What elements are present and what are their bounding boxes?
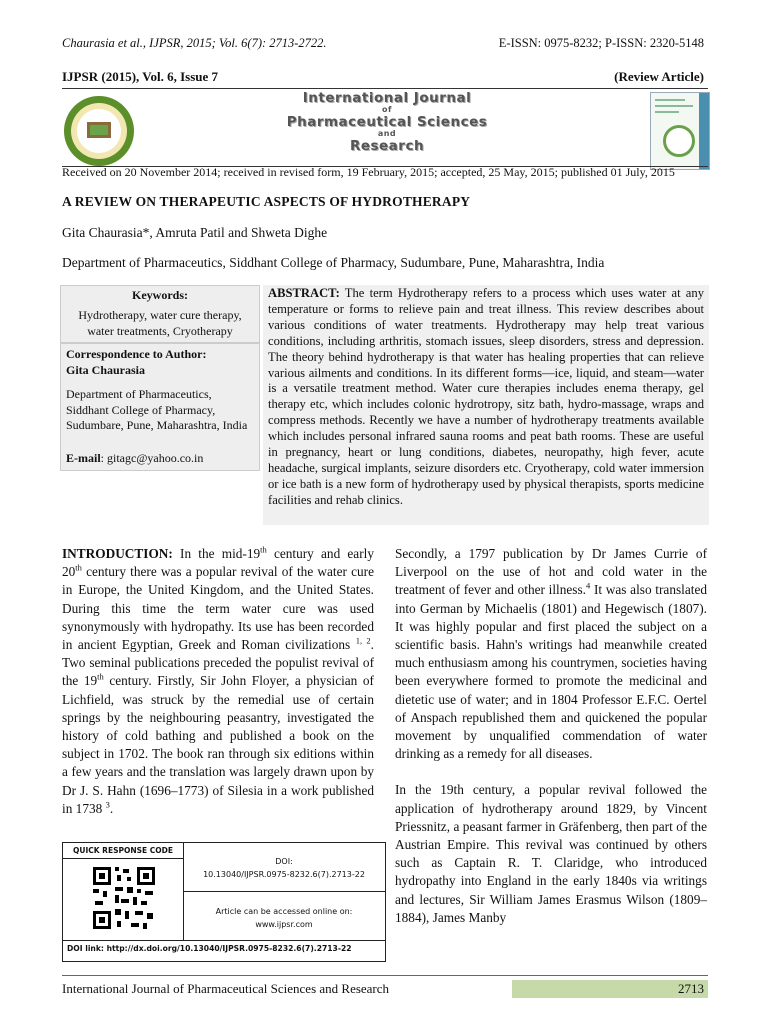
- keywords-line-1: Hydrotherapy, water cure therapy,: [78, 308, 242, 322]
- right-column: [395, 545, 707, 927]
- issn: E-ISSN: 0975-8232; P-ISSN: 2320-5148: [498, 36, 704, 50]
- email-address[interactable]: : gitagc@yahoo.co.in: [100, 450, 204, 465]
- keywords-box: [60, 285, 260, 343]
- affiliation: Department of Pharmaceutics, Siddhant College of Pharmacy, Sudumbare, Pune, Maharashtra, India: [62, 255, 605, 270]
- quick-response-box: [62, 842, 386, 962]
- authors: Gita Chaurasia*, Amruta Patil and Shweta Dighe: [62, 225, 328, 240]
- qr-heading: QUICK RESPONSE CODE: [63, 843, 184, 859]
- abstract-label: ABSTRACT:: [268, 286, 340, 300]
- access-info: [184, 905, 384, 931]
- issue-info: IJPSR (2015), Vol. 6, Issue 7: [62, 69, 219, 84]
- masthead-line-5: Research: [349, 138, 425, 154]
- correspondence-address-2: Siddhant College of Pharmacy,: [66, 402, 216, 417]
- correspondence-email-line: [66, 451, 254, 467]
- running-citation: Chaurasia et al., IJPSR, 2015; Vol. 6(7): 2713-2722.: [62, 36, 327, 50]
- article-title: A REVIEW ON THERAPEUTIC ASPECTS OF HYDROTHERAPY: [62, 194, 471, 209]
- correspondence-address-3: Sudumbare, Pune, Maharashtra, India: [66, 418, 248, 432]
- correspondence-address-1: Department of Pharmaceutics,: [66, 387, 212, 401]
- keywords-line-2: water treatments, Cryotherapy: [87, 324, 233, 338]
- masthead-line-3: Pharmaceutical Sciences: [286, 114, 488, 130]
- abstract-text: The term Hydrotherapy refers to a process which uses water at any temperature or forms to relieve pain and treat illness. This review describes about various conditions of water treatments. Hydrotherapy may help treat various conditions, including arthritis, stomach issues, sleep disorders, stress and depression. The theory behind hydrotherapy is that water has healing properties that can relieve various ailments and conditions. In its different forms—ice, liquid, and steam—water is a versatile treatment method. Water cure therapies includes enema therapy, gel therapy etc, which includes colonic hydrotropy, sitz bath, hydro-massage, wraps and compress methods. Recently we have a number of hydrotherapy treatments available which includes personal infrared sauna rooms and peat bath rooms. These are useful in pregnancy, heart or lung conditions, diabetes, neuropathy, high fever, acute headache, surgical implants, seizure disorders etc. Cryotherapy, cold water immersion or ice bath is a new form of hydrotherapy used by physical therapists, sports medicine facilities and rehab clinics.: [268, 286, 704, 507]
- citation-ref[interactable]: 1, 2: [355, 635, 371, 646]
- correspondence-box: [60, 343, 260, 471]
- masthead-line-2: of: [382, 105, 392, 114]
- journal-cover-thumbnail: [650, 92, 710, 170]
- page-number: 2713: [678, 981, 704, 996]
- doi-link[interactable]: DOI link: http://dx.doi.org/10.13040/IJPSR.0975-8232.6(7).2713-22: [67, 944, 352, 953]
- body-paragraph: In the 19th century, a popular revival followed the application of hydrotherapy around 1829, by Vincent Priessnitz, a peasant farmer in Gräfenberg, then part of the Austrian Empire. This revival was continued by others such as Captain R. T. Claridge, who introduced hydropathy into England in the early 1840s via writings and lectures, Sir William James Erasmus Wilson (1809–1884), James Manby: [395, 782, 707, 925]
- journal-seal-logo: [62, 94, 136, 168]
- introduction-paragraph: INTRODUCTION: In the mid-19th century and early 20th century there was a popular revival of the water cure in Europe, the United Kingdom, and the United States. During this time the term water cure was used synonymously with hydropathy. Its use has been recorded in ancient Egyptian, Greek and Roman civilizations $^{1, 2}$. Two seminal publications preceded the populist revival of the 19th century. Firstly, Sir John Floyer, a physician of Lichfield, was struck by the remedial use of certain springs by the neighbouring peasantry, investigated the history of cold bathing and published a book on the subject in 1702. The book ran through six editions within a few years and the translation was largely drawn upon by Dr J. S. Hahn (1696–1773) of Silesia in a work published in 1738 $^3$.: [62, 544, 374, 816]
- correspondence-name: Gita Chaurasia: [66, 362, 146, 377]
- body-paragraph: Secondly, a 1797 publication by Dr James Currie of Liverpool on the use of hot and cold water in the treatment of fever and other illness.$^4$ It was also translated into German by Michaelis (1801) and Hegewisch (1807). It was highly popular and first placed the subject on a scientific basis. Hahn's writings had meanwhile created much enthusiasm among his countrymen, societies having been everywhere formed to promote the medicinal and dietetic use of water; and in 1804 Professor E.F.C. Oertel of Anspach republished them and quickened the popular movement by unqualified commendation of water drinking as a remedy for all diseases.: [395, 546, 707, 762]
- qr-code-icon[interactable]: [91, 865, 157, 931]
- abstract-box: [263, 285, 709, 525]
- received-dates: Received on 20 November 2014; received in revised form, 19 February, 2015; accepted, 25 May, 2015; published 01 July, 2015: [62, 165, 675, 179]
- article-type: (Review Article): [614, 69, 704, 84]
- correspondence-heading: Correspondence to Author:: [66, 347, 207, 361]
- keywords-heading: Keywords:: [132, 288, 188, 302]
- introduction-heading: INTRODUCTION:: [62, 546, 173, 561]
- header-rule: [62, 88, 708, 89]
- footer-journal-name: International Journal of Pharmaceutical Sciences and Research: [62, 981, 390, 996]
- introduction-column: [62, 545, 374, 818]
- email-label: E-mail: [66, 450, 101, 465]
- masthead-line-1: International Journal: [302, 90, 472, 106]
- doi-label: DOI:: [275, 857, 293, 866]
- citation-ref[interactable]: 3: [105, 799, 110, 810]
- footer-rule: [62, 975, 708, 976]
- doi-info: [184, 855, 384, 881]
- access-url-link[interactable]: www.ijpsr.com: [255, 920, 313, 929]
- journal-masthead-logo: [262, 92, 512, 152]
- access-label: Article can be accessed online on:: [215, 907, 353, 916]
- doi-value: 10.13040/IJPSR.0975-8232.6(7).2713-22: [203, 870, 365, 879]
- masthead-line-4: and: [377, 129, 397, 138]
- citation-ref[interactable]: 4: [585, 580, 591, 591]
